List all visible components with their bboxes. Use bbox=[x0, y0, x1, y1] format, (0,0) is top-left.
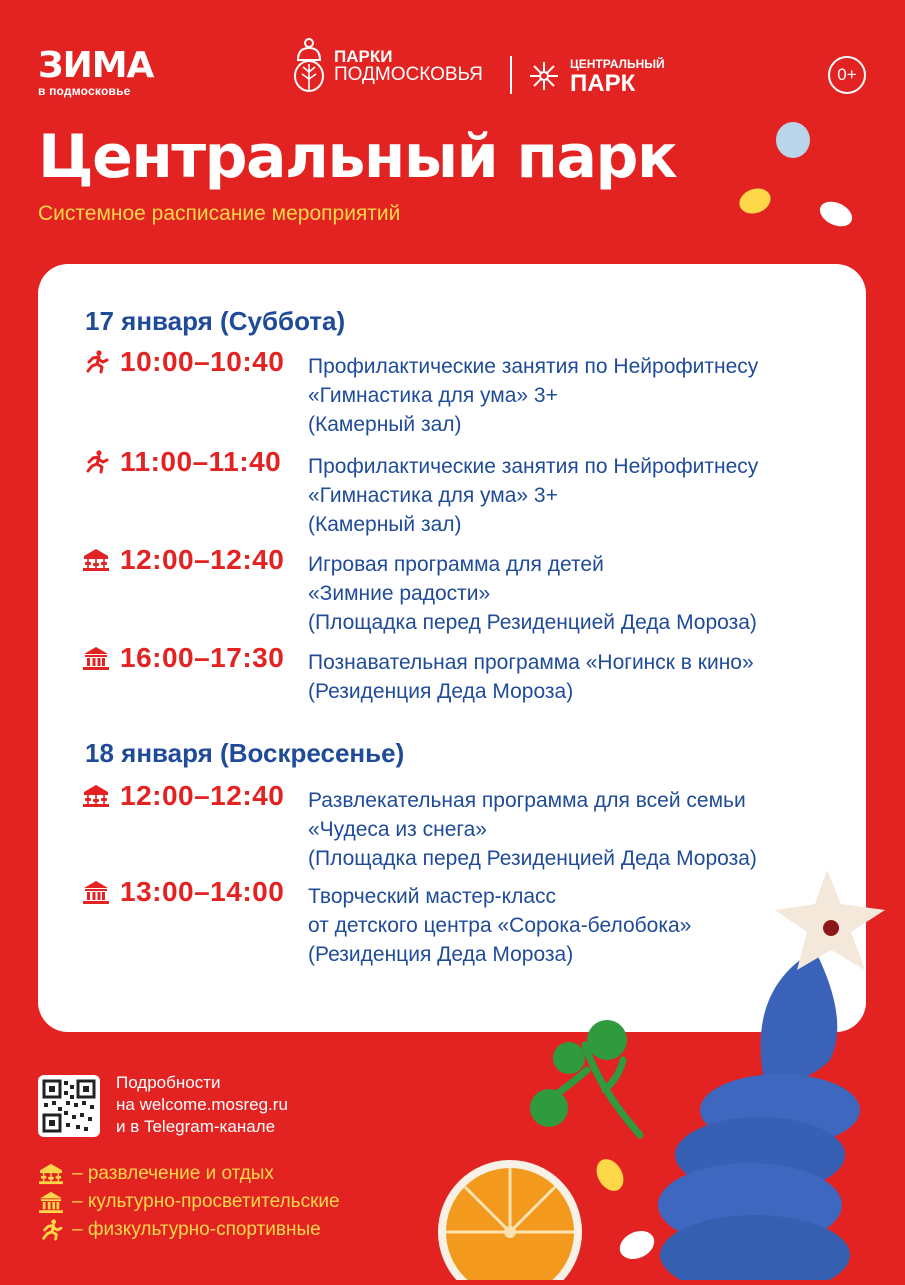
event-line: (Камерный зал) bbox=[308, 513, 462, 536]
qr-code[interactable] bbox=[38, 1075, 100, 1137]
event-description bbox=[308, 648, 754, 706]
age-rating-badge: 0+ bbox=[828, 56, 866, 94]
details-line: Подробности bbox=[116, 1073, 221, 1092]
event-line: Развлекательная программа для всей семьи bbox=[308, 789, 746, 812]
event-description bbox=[308, 352, 758, 439]
central-logo-line2: ПАРК bbox=[570, 70, 636, 97]
legend-label: – физкультурно-спортивные bbox=[72, 1219, 321, 1240]
zima-logo-main: ЗИМА bbox=[38, 45, 154, 86]
event-line: Профилактические занятия по Нейрофитнесу bbox=[308, 455, 759, 478]
event-time: 13:00–14:00 bbox=[120, 876, 285, 907]
event-time: 16:00–17:30 bbox=[120, 642, 285, 673]
event-description bbox=[308, 882, 691, 969]
legend-item bbox=[38, 1191, 340, 1213]
event-line: Познавательная программа «Ногинск в кино» bbox=[308, 651, 754, 674]
parks-logo-line2: ПОДМОСКОВЬЯ bbox=[334, 64, 483, 85]
berry-branch-decoration bbox=[525, 1010, 655, 1150]
event-description bbox=[308, 550, 757, 637]
running-person-icon bbox=[38, 1219, 64, 1241]
leaf-hat-icon bbox=[292, 38, 326, 94]
zima-logo bbox=[38, 45, 154, 98]
zima-logo-sub: в подмосковье bbox=[38, 84, 131, 98]
details-link[interactable]: на welcome.mosreg.ru bbox=[116, 1095, 288, 1114]
event-time: 12:00–12:40 bbox=[120, 544, 285, 575]
page-subtitle: Системное расписание мероприятий bbox=[38, 202, 401, 225]
confetti-decoration bbox=[735, 115, 865, 235]
legend-label: – культурно-просветительские bbox=[72, 1191, 340, 1212]
carousel-icon bbox=[82, 548, 110, 572]
event-line: (Резиденция Деда Мороза) bbox=[308, 943, 574, 966]
event-line: (Площадка перед Резиденцией Деда Мороза) bbox=[308, 611, 757, 634]
orange-slice-decoration bbox=[430, 1148, 590, 1280]
details-line: и в Telegram-канале bbox=[116, 1117, 276, 1136]
christmas-tree-decoration bbox=[655, 870, 905, 1280]
event-line: Творческий мастер-класс bbox=[308, 885, 557, 908]
event-line: от детского центра «Сорока-белобока» bbox=[308, 914, 692, 937]
event-line: (Резиденция Деда Мороза) bbox=[308, 680, 574, 703]
details-text bbox=[116, 1072, 288, 1138]
museum-icon bbox=[82, 880, 110, 904]
event-description bbox=[308, 786, 757, 873]
museum-icon bbox=[38, 1191, 64, 1213]
event-line: Профилактические занятия по Нейрофитнесу bbox=[308, 355, 759, 378]
parks-logo bbox=[292, 38, 483, 94]
event-time: 12:00–12:40 bbox=[120, 780, 285, 811]
event-line: «Зимние радости» bbox=[308, 582, 491, 605]
event-line: «Гимнастика для ума» 3+ bbox=[308, 484, 558, 507]
event-time: 10:00–10:40 bbox=[120, 346, 285, 377]
legend-item bbox=[38, 1163, 274, 1185]
event-line: (Камерный зал) bbox=[308, 413, 462, 436]
parks-logo-line1: ПАРКИ bbox=[334, 47, 393, 66]
event-time: 11:00–11:40 bbox=[120, 446, 282, 477]
carousel-icon bbox=[82, 784, 110, 808]
event-line: Игровая программа для детей bbox=[308, 553, 604, 576]
legend-label: – развлечение и отдых bbox=[72, 1163, 274, 1184]
event-line: «Чудеса из снега» bbox=[308, 818, 487, 841]
day-heading: 17 января (Суббота) bbox=[85, 306, 346, 336]
central-logo-line1: ЦЕНТРАЛЬНЫЙ bbox=[570, 57, 665, 71]
running-person-icon bbox=[82, 450, 110, 474]
event-description bbox=[308, 452, 758, 539]
event-line: (Площадка перед Резиденцией Деда Мороза) bbox=[308, 847, 757, 870]
snowflake-icon bbox=[528, 60, 560, 92]
carousel-icon bbox=[38, 1163, 64, 1185]
legend-item bbox=[38, 1219, 321, 1241]
central-park-logo bbox=[528, 56, 665, 96]
museum-icon bbox=[82, 646, 110, 670]
day-heading: 18 января (Воскресенье) bbox=[85, 738, 405, 768]
event-line: «Гимнастика для ума» 3+ bbox=[308, 384, 558, 407]
running-person-icon bbox=[82, 350, 110, 374]
confetti-decoration bbox=[590, 1155, 630, 1195]
logo-divider bbox=[510, 56, 512, 94]
page-title: Центральный парк bbox=[38, 122, 677, 192]
